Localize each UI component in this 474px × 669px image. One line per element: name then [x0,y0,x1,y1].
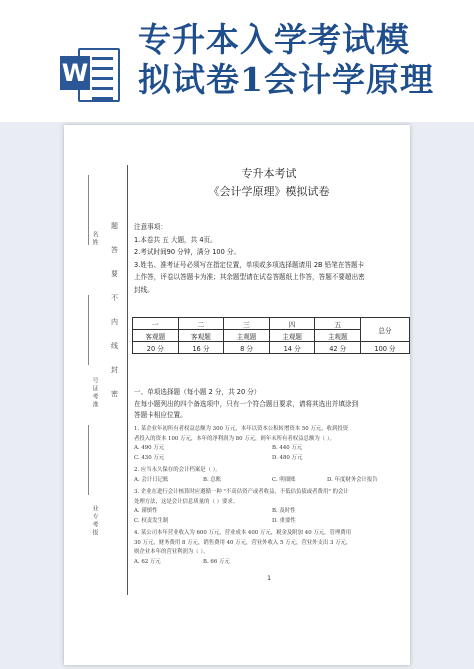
exam-id-label: 号证考准 [91,377,98,409]
banner-title-line1: 专升本入学考试模 [138,20,410,59]
section-title: 一、单项选择题（每小题 2 分，共 20 分） [134,388,261,396]
notes [134,221,404,296]
word-icon [60,42,118,104]
major-label: 业专考报 [91,505,98,537]
seal-text: 题 答 要 不 内 线 封 密 [111,222,118,398]
exam-paper [64,125,410,665]
section-instruction: 答题卡相应位置。 [134,411,187,419]
question-1: 1. 某企业年初所有者权益总额为 300 万元，本年以资本公积转增资本 50 万元，收到投资 者投入的资本 100 万元，本年的净利润为 80 万元，则年末所有者权益总额为（ ）。 A. 490 万元 B. 440 万元 C. 430 万元 D. 480 万元 [134,426,349,461]
divider [88,295,89,365]
section-instruction: 在每小题列出的四个备选项中，只有一个符合题目要求，请将其选出并填涂到 [134,399,359,408]
note-line: 2.考试时间90 分钟，满分 100 分。 [134,248,241,256]
question-3: 3. 企业在进行会计核算时应遵循一种 "不高估资产或者收益，不低估负债或者费用" 的会计 处理方法，这是会计信息质量的（ ）要求。 A. 谨慎性 B. 及时性 C. 权责发生制 D. 重要性 [134,489,349,524]
question-4: 4. 某公司本年营业收入为 600 万元，营业成本 400 万元，税金及附加 40 万元，管理费用 30 万元，财务费用 8 万元，销售费用 40 万元，营业外收入 5 万元，营业外支出 3 万元， 则企业本年的营业利润为（ ）。 A. 62 万元 B. 66 万元 [134,530,352,565]
notes-heading: 注意事项： [134,223,167,231]
question-2: 2. 应当永久保存的会计档案是（ ）。 A. 会计日记账 B. 总账 C. 明细账 D. 年度财务会计报告 [134,467,378,483]
score-table: 一 二 三 四 五 总分 客观题 客观题 主观题 主观题 主观题 20 分 16 分 8 分 14 分 42 分 100 分 [132,317,410,354]
word-badge: W [60,56,90,90]
note-line: 1.本卷共 五 大题，共 4页。 [134,235,217,244]
total-label: 总分 [361,318,410,342]
exam-subtitle: 《会计学原理》模拟试卷 [208,185,330,198]
divider [88,175,89,245]
banner [0,0,474,122]
divider [88,425,89,495]
banner-title-line2: 拟试卷1会计学原理 [138,60,434,99]
note-line: 封线。 [134,285,154,294]
section-1 [134,387,410,422]
name-label: 名姓 [91,231,98,247]
page-number: 1 [267,575,271,582]
binding-margin [64,125,124,665]
banner-title [138,20,468,100]
exam-title: 专升本考试 [241,167,297,180]
seal-line [127,165,128,595]
note-line: 上作答，评卷以答题卡为准；其余题型请在试卷答题纸上作答，答题不要超出密 [134,273,365,281]
note-line: 3.姓名、准考证号必须写在指定位置，单项或多项选择题请用 2B 铅笔在答题卡 [134,260,365,269]
